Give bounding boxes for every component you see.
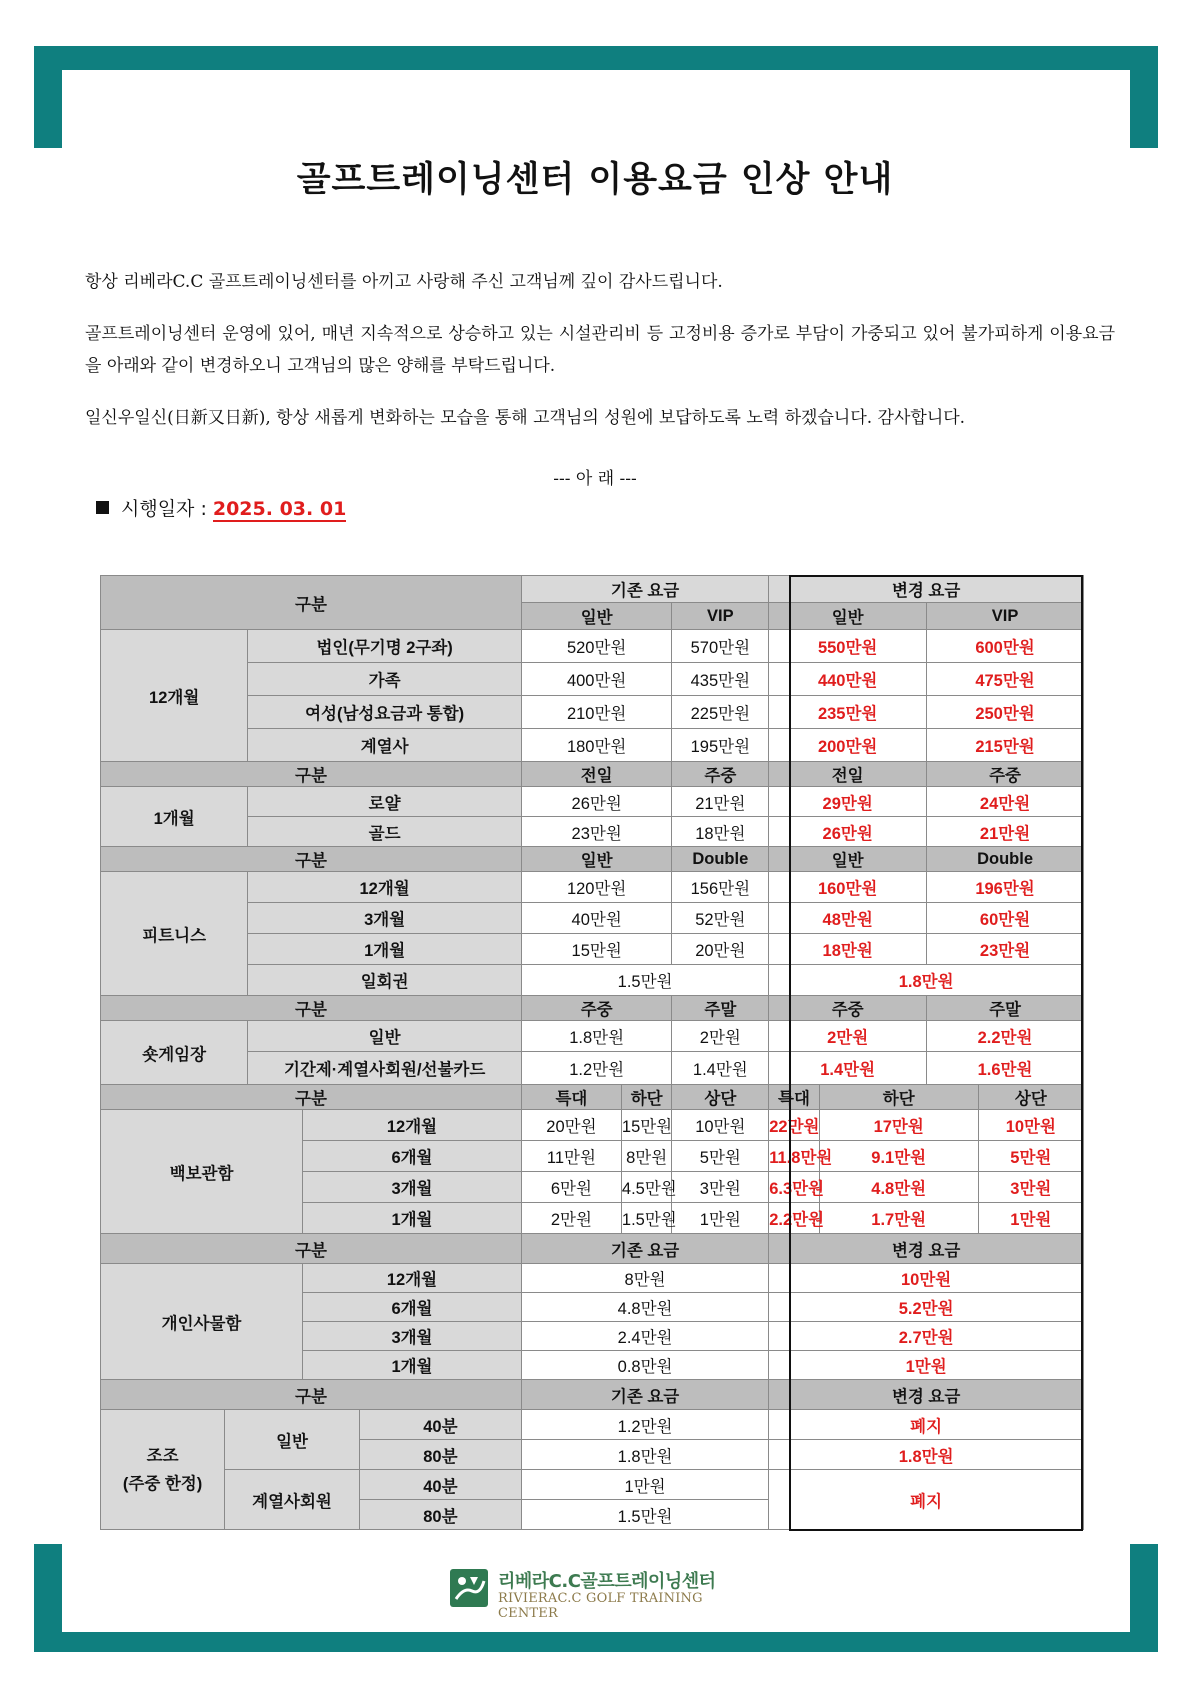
column-header: 특대 xyxy=(521,1085,621,1110)
frame-bottom-bar xyxy=(34,1632,1158,1652)
row-label: 6개월 xyxy=(303,1141,522,1172)
new-value: 10만원 xyxy=(769,1264,1084,1293)
below-label: --- 아 래 --- xyxy=(553,469,637,489)
row-label-time: 80분 xyxy=(359,1500,521,1530)
column-header: 상단 xyxy=(672,1085,769,1110)
new-value: 1.4만원 xyxy=(769,1052,927,1085)
old-general-value: 520만원 xyxy=(521,630,671,663)
golf-logo-icon xyxy=(450,1569,488,1607)
new-general-value: 440만원 xyxy=(769,663,927,696)
old-value: 1만원 xyxy=(521,1470,768,1500)
old-fee-header: 기존 요금 xyxy=(521,576,768,603)
new-value: 1.7만원 xyxy=(819,1203,978,1234)
row-label-gold: 골드 xyxy=(248,817,522,847)
column-header: 주중 xyxy=(521,996,671,1021)
column-header: 전일 xyxy=(521,762,671,787)
row-label: 12개월 xyxy=(248,872,522,903)
page-title: 골프트레이닝센터 이용요금 인상 안내 xyxy=(296,159,894,200)
new-value: 6.3만원 xyxy=(769,1172,820,1203)
column-header: 하단 xyxy=(819,1085,978,1110)
row-label-corporate: 법인(무기명 2구좌) xyxy=(248,630,522,663)
row-label: 3개월 xyxy=(303,1322,522,1351)
column-header: 주중 xyxy=(769,996,927,1021)
new-value: 29만원 xyxy=(769,787,927,817)
new-value: 48만원 xyxy=(769,903,927,934)
row-label-time: 40분 xyxy=(359,1410,521,1440)
greeting-paragraph: 항상 리베라C.C 골프트레이닝센터를 아끼고 사랑해 주신 고객님께 깊이 감사드립니다. xyxy=(85,272,723,292)
new-value: 60만원 xyxy=(927,903,1084,934)
new-value: 1만원 xyxy=(978,1203,1083,1234)
old-value: 2만원 xyxy=(521,1203,621,1234)
center-logo xyxy=(450,1567,740,1621)
new-general-value: 200만원 xyxy=(769,729,927,762)
row-label-time: 80분 xyxy=(359,1440,521,1470)
new-general-value: 235만원 xyxy=(769,696,927,729)
column-header: 하단 xyxy=(621,1085,672,1110)
old-value: 15만원 xyxy=(521,934,671,965)
effective-date-value: 2025. 03. 01 xyxy=(212,498,347,520)
category-header: 구분 xyxy=(101,1085,522,1110)
old-value: 52만원 xyxy=(672,903,769,934)
group-fitness: 피트니스 xyxy=(101,872,248,996)
new-value: 17만원 xyxy=(819,1110,978,1141)
old-value: 1.8만원 xyxy=(521,1440,768,1470)
row-label-family: 가족 xyxy=(248,663,522,696)
effective-date-row xyxy=(96,494,346,521)
old-value: 20만원 xyxy=(672,934,769,965)
old-value: 156만원 xyxy=(672,872,769,903)
old-value: 2.4만원 xyxy=(521,1322,768,1351)
column-header: 특대 xyxy=(769,1085,820,1110)
old-value: 8만원 xyxy=(521,1264,768,1293)
column-header: Double xyxy=(672,847,769,872)
new-value: 1.6만원 xyxy=(927,1052,1084,1085)
old-value: 2만원 xyxy=(672,1021,769,1052)
new-fee-header: 변경 요금 xyxy=(769,1234,1084,1264)
old-general-value: 180만원 xyxy=(521,729,671,762)
row-label-royal: 로얄 xyxy=(248,787,522,817)
old-value: 0.8만원 xyxy=(521,1351,768,1380)
row-label: 3개월 xyxy=(303,1172,522,1203)
column-header: 일반 xyxy=(769,847,927,872)
group-annual: 12개월 xyxy=(101,630,248,762)
row-label-women: 여성(남성요금과 통합) xyxy=(248,696,522,729)
new-value: 22만원 xyxy=(769,1110,820,1141)
new-value: 3만원 xyxy=(978,1172,1083,1203)
new-value: 23만원 xyxy=(927,934,1084,965)
old-vip-header: VIP xyxy=(672,603,769,630)
old-value: 4.8만원 xyxy=(521,1293,768,1322)
new-value: 160만원 xyxy=(769,872,927,903)
new-value-abolished: 폐지 xyxy=(769,1410,1084,1440)
old-value: 20만원 xyxy=(521,1110,621,1141)
old-value: 6만원 xyxy=(521,1172,621,1203)
column-header: 전일 xyxy=(769,762,927,787)
group-monthly: 1개월 xyxy=(101,787,248,847)
frame-top-bar xyxy=(34,46,1158,70)
old-value: 1.4만원 xyxy=(672,1052,769,1085)
row-label: 3개월 xyxy=(248,903,522,934)
group-early-morning-line2: (주중 한정) xyxy=(122,1474,203,1493)
old-value: 23만원 xyxy=(521,817,671,847)
old-value: 4.5만원 xyxy=(621,1172,672,1203)
new-value-abolished: 폐지 xyxy=(769,1470,1084,1530)
column-header: 주말 xyxy=(672,996,769,1021)
group-bagstorage: 백보관함 xyxy=(101,1110,303,1234)
new-value: 4.8만원 xyxy=(819,1172,978,1203)
row-label-daypass: 일회권 xyxy=(248,965,522,996)
old-value: 1.5만원 xyxy=(621,1203,672,1234)
row-label: 6개월 xyxy=(303,1293,522,1322)
new-value: 9.1만원 xyxy=(819,1141,978,1172)
new-value: 2.2만원 xyxy=(927,1021,1084,1052)
category-header: 구분 xyxy=(101,576,522,630)
old-value: 5만원 xyxy=(672,1141,769,1172)
column-header: 일반 xyxy=(521,847,671,872)
old-vip-value: 195만원 xyxy=(672,729,769,762)
group-shortgame: 숏게임장 xyxy=(101,1021,248,1085)
frame-top-right-post xyxy=(1130,46,1158,148)
old-value: 21만원 xyxy=(672,787,769,817)
old-vip-value: 225만원 xyxy=(672,696,769,729)
group-early-morning-line1: 조조 xyxy=(146,1446,179,1465)
new-value: 11.8만원 xyxy=(769,1141,820,1172)
closing-paragraph: 일신우일신(日新又日新), 항상 새롭게 변화하는 모습을 통해 고객님의 성원에 보답하도록 노력 하겠습니다. 감사합니다. xyxy=(85,408,966,428)
new-vip-value: 215만원 xyxy=(927,729,1084,762)
row-label: 1개월 xyxy=(303,1203,522,1234)
old-value: 26만원 xyxy=(521,787,671,817)
new-value: 1.8만원 xyxy=(769,1440,1084,1470)
column-header: 상단 xyxy=(978,1085,1083,1110)
notice-paragraph: 골프트레이닝센터 운영에 있어, 매년 지속적으로 상승하고 있는 시설관리비 등 고정비용 증가로 부담이 가중되고 있어 불가피하게 이용요금을 아래와 같이 변경하오니 고객님의 많은 양해를 부탁드립니다. xyxy=(85,324,1115,376)
effective-date-label: 시행일자 : xyxy=(121,498,207,520)
new-value: 26만원 xyxy=(769,817,927,847)
old-value: 1.2만원 xyxy=(521,1410,768,1440)
old-value: 8만원 xyxy=(621,1141,672,1172)
old-value: 1.8만원 xyxy=(521,1021,671,1052)
new-value: 21만원 xyxy=(927,817,1084,847)
subgroup-general: 일반 xyxy=(225,1410,360,1470)
category-header: 구분 xyxy=(101,847,522,872)
old-fee-header: 기존 요금 xyxy=(521,1380,768,1410)
fee-table xyxy=(100,575,1084,1530)
frame-top-left-post xyxy=(34,46,62,148)
category-header: 구분 xyxy=(101,1234,522,1264)
category-header: 구분 xyxy=(101,996,522,1021)
group-locker: 개인사물함 xyxy=(101,1264,303,1380)
old-value: 11만원 xyxy=(521,1141,621,1172)
column-header: 주중 xyxy=(927,762,1084,787)
new-fee-header: 변경 요금 xyxy=(769,1380,1084,1410)
subgroup-affiliate: 계열사회원 xyxy=(225,1470,360,1530)
new-value: 2만원 xyxy=(769,1021,927,1052)
row-label-time: 40분 xyxy=(359,1470,521,1500)
row-label: 12개월 xyxy=(303,1264,522,1293)
old-value: 1.5만원 xyxy=(521,965,768,996)
new-value: 10만원 xyxy=(978,1110,1083,1141)
old-vip-value: 570만원 xyxy=(672,630,769,663)
new-value: 18만원 xyxy=(769,934,927,965)
new-value: 196만원 xyxy=(927,872,1084,903)
old-value: 1만원 xyxy=(672,1203,769,1234)
old-value: 1.2만원 xyxy=(521,1052,671,1085)
old-value: 10만원 xyxy=(672,1110,769,1141)
row-label: 12개월 xyxy=(303,1110,522,1141)
new-value: 2.7만원 xyxy=(769,1322,1084,1351)
column-header: Double xyxy=(927,847,1084,872)
old-value: 1.5만원 xyxy=(521,1500,768,1530)
column-header: 주말 xyxy=(927,996,1084,1021)
row-label: 1개월 xyxy=(303,1351,522,1380)
column-header: 주중 xyxy=(672,762,769,787)
category-header: 구분 xyxy=(101,1380,522,1410)
new-vip-value: 250만원 xyxy=(927,696,1084,729)
old-value: 18만원 xyxy=(672,817,769,847)
new-fee-header: 변경 요금 xyxy=(769,576,1084,603)
old-fee-header: 기존 요금 xyxy=(521,1234,768,1264)
old-general-value: 210만원 xyxy=(521,696,671,729)
logo-english-name: RIVIERAC.C GOLF TRAINING CENTER xyxy=(498,1591,703,1621)
old-value: 3만원 xyxy=(672,1172,769,1203)
old-value: 40만원 xyxy=(521,903,671,934)
logo-korean-name: 리베라C.C골프트레이닝센터 xyxy=(498,1571,716,1592)
row-label-affiliate: 계열사 xyxy=(248,729,522,762)
row-label: 기간제·계열사회원/선불카드 xyxy=(248,1052,522,1085)
new-value: 1만원 xyxy=(769,1351,1084,1380)
new-value: 5만원 xyxy=(978,1141,1083,1172)
new-value: 2.2만원 xyxy=(769,1203,820,1234)
new-general-value: 550만원 xyxy=(769,630,927,663)
old-value: 15만원 xyxy=(621,1110,672,1141)
old-vip-value: 435만원 xyxy=(672,663,769,696)
old-general-header: 일반 xyxy=(521,603,671,630)
category-header: 구분 xyxy=(101,762,522,787)
new-vip-header: VIP xyxy=(927,603,1084,630)
row-label: 일반 xyxy=(248,1021,522,1052)
new-general-header: 일반 xyxy=(769,603,927,630)
old-value: 120만원 xyxy=(521,872,671,903)
new-vip-value: 475만원 xyxy=(927,663,1084,696)
new-vip-value: 600만원 xyxy=(927,630,1084,663)
new-value: 1.8만원 xyxy=(769,965,1084,996)
square-bullet-icon xyxy=(96,501,109,514)
new-value: 24만원 xyxy=(927,787,1084,817)
new-value: 5.2만원 xyxy=(769,1293,1084,1322)
row-label: 1개월 xyxy=(248,934,522,965)
group-early-morning xyxy=(101,1410,225,1530)
old-general-value: 400만원 xyxy=(521,663,671,696)
